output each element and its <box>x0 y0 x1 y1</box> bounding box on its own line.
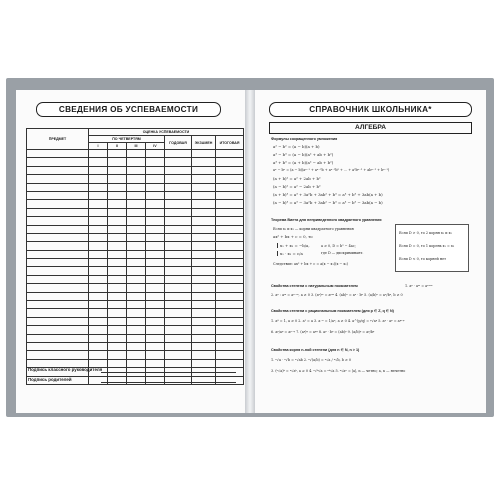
grade-cell[interactable] <box>146 200 165 208</box>
grade-cell[interactable] <box>89 217 108 225</box>
grade-cell[interactable] <box>165 301 192 309</box>
grade-cell[interactable] <box>165 376 192 384</box>
quarters-header: ПО ЧЕТВЕРТЯМ <box>89 136 165 143</box>
table-row <box>27 342 244 350</box>
table-row <box>27 301 244 309</box>
vieta-text: Если x₁ и x₂ — корни квадратного уравнения <box>273 227 354 231</box>
subject-cell[interactable] <box>27 292 89 300</box>
grade-cell[interactable] <box>192 175 216 183</box>
grade-cell[interactable] <box>146 359 165 367</box>
grade-cell[interactable] <box>146 217 165 225</box>
root-title: Свойства корня n-ной степени (для n ∈ N, n > 1) <box>271 348 360 352</box>
subject-cell[interactable] <box>27 150 89 158</box>
grade-cell[interactable] <box>216 175 244 183</box>
grade-cell[interactable] <box>192 200 216 208</box>
formula: (a − b)³ = a³ − 3a²b + 3ab² − b³ = a³ − b³ − 3ab(a − b) <box>273 200 383 205</box>
table-row <box>27 317 244 325</box>
grade-cell[interactable] <box>192 225 216 233</box>
parents-signature-line[interactable] <box>101 382 236 383</box>
grade-cell[interactable] <box>108 342 127 350</box>
table-row <box>27 208 244 216</box>
grade-cell[interactable] <box>127 150 146 158</box>
grade-cell[interactable] <box>216 309 244 317</box>
grade-cell[interactable] <box>146 309 165 317</box>
grade-cell[interactable] <box>127 292 146 300</box>
grade-cell[interactable] <box>89 326 108 334</box>
grade-cell[interactable] <box>216 259 244 267</box>
table-row <box>27 250 244 258</box>
grade-cell[interactable] <box>146 250 165 258</box>
grade-cell[interactable] <box>108 326 127 334</box>
grade-cell[interactable] <box>146 292 165 300</box>
discriminant-box <box>395 224 469 272</box>
grade-cell[interactable] <box>146 259 165 267</box>
subject-cell[interactable] <box>27 351 89 359</box>
grade-cell[interactable] <box>127 200 146 208</box>
grade-cell[interactable] <box>146 342 165 350</box>
formula: (a + b)³ = a³ + 3a²b + 3ab² + b³ = a³ + b³ + 3ab(a + b) <box>273 192 383 197</box>
grade-cell[interactable] <box>146 242 165 250</box>
grade-cell[interactable] <box>89 267 108 275</box>
grade-cell[interactable] <box>216 200 244 208</box>
grade-cell[interactable] <box>192 208 216 216</box>
vieta-product: x₁ · x₂ = c/a <box>277 251 303 256</box>
grade-cell[interactable] <box>165 158 192 166</box>
grade-cell[interactable] <box>216 301 244 309</box>
grade-cell[interactable] <box>127 242 146 250</box>
grade-cell[interactable] <box>146 334 165 342</box>
grade-cell[interactable] <box>127 342 146 350</box>
grade-cell[interactable] <box>165 317 192 325</box>
discriminant-case: Если D = 0, то 1 корень x₁ = x₂ <box>399 244 455 248</box>
grade-cell[interactable] <box>127 233 146 241</box>
grade-cell[interactable] <box>146 376 165 384</box>
grade-cell[interactable] <box>89 200 108 208</box>
grade-cell[interactable] <box>89 301 108 309</box>
grade-cell[interactable] <box>127 351 146 359</box>
grade-cell[interactable] <box>216 351 244 359</box>
grade-cell[interactable] <box>216 150 244 158</box>
vieta-equation: ax² + bx + c = 0, то <box>273 234 313 239</box>
grade-cell[interactable] <box>216 250 244 258</box>
grade-cell[interactable] <box>216 233 244 241</box>
formula: 1. ⁿ√a · ⁿ√b = ⁿ√ab 2. ⁿ√(a/b) = ⁿ√a / ⁿ√b, b ≠ 0 <box>271 358 352 362</box>
book-gutter <box>245 90 255 413</box>
table-row <box>27 292 244 300</box>
grade-cell[interactable] <box>216 317 244 325</box>
subject-cell[interactable] <box>27 200 89 208</box>
grade-cell[interactable] <box>146 158 165 166</box>
grade-cell[interactable] <box>146 301 165 309</box>
grade-cell[interactable] <box>127 166 146 174</box>
grade-cell[interactable] <box>108 250 127 258</box>
grade-cell[interactable] <box>216 267 244 275</box>
formula: 3. (ⁿ√a)ᵏ = ⁿ√aᵏ, a ≥ 0 4. ⁿ√ᵏ√a = ⁿᵏ√a 5. ⁿ√aⁿ = |a|, n — четно; a, n — нечетно <box>271 369 406 373</box>
table-row <box>27 217 244 225</box>
subject-cell[interactable] <box>27 317 89 325</box>
discriminant-case: Если D < 0, то корней нет <box>399 257 446 261</box>
grade-cell[interactable] <box>108 376 127 384</box>
grade-cell[interactable] <box>127 309 146 317</box>
grade-cell[interactable] <box>127 284 146 292</box>
vieta-condition: a ≠ 0, D = b² − 4ac; <box>321 244 356 248</box>
grade-cell[interactable] <box>89 351 108 359</box>
grade-cell[interactable] <box>192 301 216 309</box>
grade-cell[interactable] <box>216 208 244 216</box>
grade-cell[interactable] <box>89 317 108 325</box>
grade-cell[interactable] <box>146 351 165 359</box>
grade-cell[interactable] <box>127 183 146 191</box>
grade-cell[interactable] <box>108 334 127 342</box>
grade-cell[interactable] <box>146 317 165 325</box>
grade-cell[interactable] <box>89 309 108 317</box>
table-row <box>27 225 244 233</box>
grade-cell[interactable] <box>108 242 127 250</box>
grade-cell[interactable] <box>165 351 192 359</box>
grade-cell[interactable] <box>165 326 192 334</box>
grade-cell[interactable] <box>146 225 165 233</box>
grade-cell[interactable] <box>108 275 127 283</box>
subject-cell[interactable] <box>27 175 89 183</box>
grade-cell[interactable] <box>108 166 127 174</box>
subject-cell[interactable] <box>27 158 89 166</box>
grade-cell[interactable] <box>146 326 165 334</box>
grade-cell[interactable] <box>192 334 216 342</box>
grade-cell[interactable] <box>192 150 216 158</box>
left-page <box>16 90 245 413</box>
grade-cell[interactable] <box>127 175 146 183</box>
subject-cell[interactable] <box>27 233 89 241</box>
teacher-signature-label: Подпись классного руководителя <box>28 367 103 372</box>
grade-cell[interactable] <box>108 309 127 317</box>
grade-cell[interactable] <box>127 225 146 233</box>
grade-cell[interactable] <box>192 217 216 225</box>
grade-cell[interactable] <box>89 150 108 158</box>
subject-cell[interactable] <box>27 191 89 199</box>
grade-cell[interactable] <box>108 284 127 292</box>
grade-cell[interactable] <box>89 259 108 267</box>
formula: (a + b)² = a² + 2ab + b² <box>273 176 321 181</box>
grade-cell[interactable] <box>216 275 244 283</box>
grade-cell[interactable] <box>165 309 192 317</box>
subject-cell[interactable] <box>27 242 89 250</box>
grade-cell[interactable] <box>89 250 108 258</box>
subject-cell[interactable] <box>27 225 89 233</box>
vieta-sum: x₁ + x₂ = −b/a, <box>277 243 310 248</box>
subject-cell[interactable] <box>27 183 89 191</box>
grade-cell[interactable] <box>146 267 165 275</box>
table-row <box>27 183 244 191</box>
grade-cell[interactable] <box>127 334 146 342</box>
natural-exponent-title: Свойства степени с натуральным показателем <box>271 284 358 288</box>
subject-cell[interactable] <box>27 250 89 258</box>
grade-cell[interactable] <box>192 158 216 166</box>
quarter-header: IV <box>146 143 165 150</box>
grade-cell[interactable] <box>216 225 244 233</box>
grades-header: ОЦЕНКА УСПЕВАЕМОСТИ <box>89 129 244 136</box>
vieta-title: Теорема Виета для неприведенного квадратного уравнения <box>271 218 382 222</box>
grade-cell[interactable] <box>127 259 146 267</box>
subject-cell[interactable] <box>27 301 89 309</box>
grade-cell[interactable] <box>192 317 216 325</box>
grade-cell[interactable] <box>146 150 165 158</box>
grade-cell[interactable] <box>192 267 216 275</box>
formula: a³ + b³ = (a + b)(a² − ab + b²) <box>273 160 334 165</box>
grade-cell[interactable] <box>108 233 127 241</box>
grade-cell[interactable] <box>127 275 146 283</box>
grade-cell[interactable] <box>127 359 146 367</box>
grade-cell[interactable] <box>165 267 192 275</box>
table-row <box>27 351 244 359</box>
grade-cell[interactable] <box>216 326 244 334</box>
subject-cell[interactable] <box>27 275 89 283</box>
subject-cell[interactable] <box>27 267 89 275</box>
grade-cell[interactable] <box>216 292 244 300</box>
discriminant-case: Если D > 0, то 2 корня x₁ и x₂ <box>399 231 452 235</box>
grade-cell[interactable] <box>108 301 127 309</box>
section-title: АЛГЕБРА <box>269 122 472 134</box>
quarter-header: III <box>127 143 146 150</box>
grade-cell[interactable] <box>192 191 216 199</box>
grade-cell[interactable] <box>127 208 146 216</box>
grade-cell[interactable] <box>165 334 192 342</box>
table-row <box>27 233 244 241</box>
grade-cell[interactable] <box>216 284 244 292</box>
grade-cell[interactable] <box>165 150 192 158</box>
grade-cell[interactable] <box>146 284 165 292</box>
table-row <box>27 175 244 183</box>
grade-cell[interactable] <box>216 158 244 166</box>
final-header: ИТОГОВАЯ <box>216 136 244 150</box>
formula: a³ − b³ = (a − b)(a² + ab + b²) <box>273 152 334 157</box>
grade-cell[interactable] <box>89 191 108 199</box>
grade-cell[interactable] <box>165 225 192 233</box>
grade-cell[interactable] <box>127 301 146 309</box>
grade-cell[interactable] <box>216 183 244 191</box>
grade-cell[interactable] <box>165 284 192 292</box>
table-row <box>27 326 244 334</box>
grade-cell[interactable] <box>146 233 165 241</box>
subject-cell[interactable] <box>27 342 89 350</box>
quarter-header: I <box>89 143 108 150</box>
grade-cell[interactable] <box>127 191 146 199</box>
grade-cell[interactable] <box>165 200 192 208</box>
table-row <box>27 275 244 283</box>
grade-cell[interactable] <box>165 166 192 174</box>
grade-cell[interactable] <box>89 166 108 174</box>
table-row <box>27 191 244 199</box>
grade-cell[interactable] <box>165 275 192 283</box>
grade-cell[interactable] <box>146 183 165 191</box>
quarter-header: II <box>108 143 127 150</box>
exam-header: ЭКЗАМЕН <box>192 136 216 150</box>
grade-cell[interactable] <box>216 342 244 350</box>
vieta-condition: где D — дискриминант. <box>321 251 364 255</box>
grade-cell[interactable] <box>89 158 108 166</box>
grade-cell[interactable] <box>216 217 244 225</box>
grade-cell[interactable] <box>192 351 216 359</box>
grade-cell[interactable] <box>192 242 216 250</box>
table-row <box>27 309 244 317</box>
grade-cell[interactable] <box>216 334 244 342</box>
grades-table <box>26 128 243 385</box>
annual-header: ГОДОВАЯ <box>165 136 192 150</box>
page-title: СПРАВОЧНИК ШКОЛЬНИКА* <box>269 102 472 117</box>
subject-cell[interactable] <box>27 217 89 225</box>
formula: 6. aᵖ/aᵠ = aᵖ⁻ᵠ 7. (aᵖ)ᵠ = aᵖᵠ 8. aᵖ · bᵖ = (ab)ᵖ 9. (a/b)ᵖ = aᵖ/bᵖ <box>271 330 375 334</box>
grade-cell[interactable] <box>165 259 192 267</box>
grade-cell[interactable] <box>89 342 108 350</box>
grade-cell[interactable] <box>216 191 244 199</box>
formula: 2. aⁿ : aᵐ = aⁿ⁻ᵐ, a ≠ 0 3. (aⁿ)ᵐ = aⁿᵐ 4. (ab)ⁿ = aⁿ · bⁿ 5. (a/b)ⁿ = aⁿ/bⁿ, b ≠ 0 <box>271 293 403 297</box>
grade-cell[interactable] <box>146 175 165 183</box>
grade-cell[interactable] <box>89 334 108 342</box>
grade-cell[interactable] <box>127 376 146 384</box>
grade-cell[interactable] <box>192 359 216 367</box>
grade-cell[interactable] <box>89 376 108 384</box>
grade-cell[interactable] <box>108 150 127 158</box>
grade-cell[interactable] <box>192 309 216 317</box>
grade-cell[interactable] <box>89 208 108 216</box>
grade-cell[interactable] <box>108 259 127 267</box>
grade-cell[interactable] <box>165 175 192 183</box>
grade-cell[interactable] <box>146 166 165 174</box>
table-row <box>27 242 244 250</box>
vieta-corollary: Следствие: ax² + bx + c = a(x − x₁)(x − x₂) <box>273 262 348 266</box>
grade-cell[interactable] <box>165 342 192 350</box>
grade-cell[interactable] <box>192 284 216 292</box>
table-row <box>27 150 244 158</box>
grade-cell[interactable] <box>89 284 108 292</box>
grade-cell[interactable] <box>89 233 108 241</box>
grade-cell[interactable] <box>127 158 146 166</box>
grade-cell[interactable] <box>108 175 127 183</box>
grade-cell[interactable] <box>108 200 127 208</box>
grade-cell[interactable] <box>108 208 127 216</box>
grade-cell[interactable] <box>216 376 244 384</box>
grade-cell[interactable] <box>165 250 192 258</box>
subject-cell[interactable] <box>27 309 89 317</box>
grade-cell[interactable] <box>146 275 165 283</box>
grade-cell[interactable] <box>192 292 216 300</box>
subject-cell[interactable] <box>27 334 89 342</box>
grade-cell[interactable] <box>216 242 244 250</box>
grade-cell[interactable] <box>108 183 127 191</box>
subject-cell[interactable] <box>27 284 89 292</box>
grade-cell[interactable] <box>108 191 127 199</box>
grade-cell[interactable] <box>165 359 192 367</box>
grade-cell[interactable] <box>108 225 127 233</box>
grade-cell[interactable] <box>89 183 108 191</box>
teacher-signature-line[interactable] <box>101 372 236 373</box>
grade-cell[interactable] <box>165 217 192 225</box>
subject-cell[interactable] <box>27 326 89 334</box>
grade-cell[interactable] <box>89 275 108 283</box>
formula: aⁿ − bⁿ = (a − b)(aⁿ⁻¹ + aⁿ⁻²b + aⁿ⁻³b² + ... + a²bⁿ⁻³ + abⁿ⁻² + bⁿ⁻¹) <box>273 168 390 172</box>
grade-cell[interactable] <box>108 317 127 325</box>
grade-cell[interactable] <box>127 267 146 275</box>
grade-cell[interactable] <box>216 166 244 174</box>
grade-cell[interactable] <box>108 351 127 359</box>
abbrev-title: Формулы сокращенного умножения <box>271 137 338 141</box>
table-row <box>27 284 244 292</box>
grade-cell[interactable] <box>127 217 146 225</box>
grade-cell[interactable] <box>127 326 146 334</box>
grade-cell[interactable] <box>89 225 108 233</box>
page-title: СВЕДЕНИЯ ОБ УСПЕВАЕМОСТИ <box>36 102 221 117</box>
table-row <box>27 200 244 208</box>
table-row <box>27 334 244 342</box>
grade-cell[interactable] <box>89 292 108 300</box>
grade-cell[interactable] <box>192 250 216 258</box>
grade-cell[interactable] <box>108 267 127 275</box>
grade-cell[interactable] <box>192 342 216 350</box>
subject-cell[interactable] <box>27 259 89 267</box>
grade-cell[interactable] <box>192 275 216 283</box>
grade-cell[interactable] <box>192 166 216 174</box>
rational-exponent-title: Свойства степени с рациональным показателем (для p ∈ Z, q ∈ N) <box>271 309 394 313</box>
table-row <box>27 166 244 174</box>
grade-cell[interactable] <box>192 376 216 384</box>
grade-cell[interactable] <box>192 233 216 241</box>
parents-signature-label: Подпись родителей <box>28 377 72 382</box>
formula: (a − b)² = a² − 2ab + b² <box>273 184 321 189</box>
formula: 1. aⁿ · aᵐ = aⁿ⁺ᵐ <box>405 284 433 288</box>
grade-cell[interactable] <box>165 208 192 216</box>
right-page <box>255 90 486 413</box>
grade-cell[interactable] <box>192 183 216 191</box>
table-row <box>27 158 244 166</box>
grade-cell[interactable] <box>165 242 192 250</box>
subject-header: ПРЕДМЕТ <box>27 129 89 150</box>
grade-cell[interactable] <box>108 359 127 367</box>
grade-cell[interactable] <box>127 250 146 258</box>
table-row <box>27 259 244 267</box>
grade-cell[interactable] <box>165 191 192 199</box>
grade-cell[interactable] <box>146 208 165 216</box>
grade-cell[interactable] <box>146 191 165 199</box>
grade-cell[interactable] <box>127 317 146 325</box>
grade-cell[interactable] <box>89 242 108 250</box>
grade-cell[interactable] <box>89 175 108 183</box>
grade-cell[interactable] <box>165 183 192 191</box>
subject-cell[interactable] <box>27 208 89 216</box>
grade-cell[interactable] <box>192 326 216 334</box>
grade-cell[interactable] <box>108 292 127 300</box>
grade-cell[interactable] <box>165 233 192 241</box>
grade-cell[interactable] <box>165 292 192 300</box>
subject-cell[interactable] <box>27 166 89 174</box>
grade-cell[interactable] <box>216 359 244 367</box>
formula: a² − b² = (a − b)(a + b) <box>273 144 320 149</box>
grade-cell[interactable] <box>108 158 127 166</box>
grade-cell[interactable] <box>108 217 127 225</box>
formula: 1. a⁰ = 1, a ≠ 0 2. a¹ = a 3. a⁻ⁿ = 1/aⁿ, a ≠ 0 4. a^(p/q) = ᵠ√aᵖ 5. aᵖ · aᵠ = aᵖ⁺ᵠ <box>271 319 405 323</box>
table-row <box>27 267 244 275</box>
grade-cell[interactable] <box>192 259 216 267</box>
